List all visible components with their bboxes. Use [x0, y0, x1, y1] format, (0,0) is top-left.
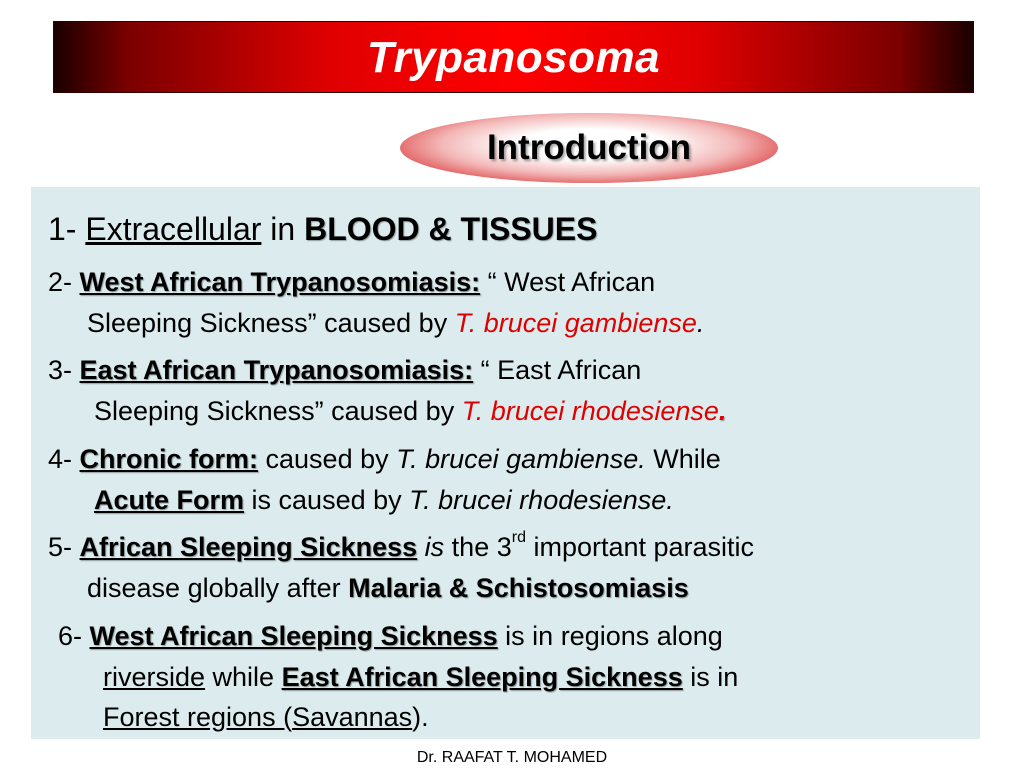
west-african-trypanosomiasis-heading: West African Trypanosomiasis: [79, 267, 481, 297]
species-name: T. brucei rhodesiense. [409, 485, 674, 515]
subtitle-text: Introduction [486, 128, 692, 167]
point-number: 5- [48, 532, 80, 562]
acute-form-heading: Acute Form [94, 485, 245, 515]
text: “ West African [480, 267, 656, 297]
east-african-sleeping-sickness-heading: East African Sleeping Sickness [281, 662, 683, 692]
point-6-line-1 [58, 621, 723, 652]
author-footer: Dr. RAAFAT T. MOHAMED [416, 749, 608, 766]
savannas-text: Savannas [292, 702, 413, 732]
text: is [424, 532, 445, 562]
point-2-line-2 [87, 308, 704, 339]
superscript: rd [511, 529, 526, 546]
text: in [261, 211, 305, 247]
point-number: 2- [48, 267, 80, 297]
chronic-form-heading: Chronic form: [79, 444, 259, 474]
point-5-line-2 [87, 573, 689, 604]
west-african-sleeping-sickness-heading: West African Sleeping Sickness [89, 621, 498, 651]
species-name: T. brucei rhodesiense [461, 396, 719, 426]
text: while [205, 662, 282, 692]
point-3-line-2 [94, 396, 726, 427]
text: While [645, 444, 721, 474]
title-bar [53, 21, 974, 93]
text: caused by [258, 444, 397, 474]
text: is in [682, 662, 739, 692]
african-sleeping-sickness-heading: African Sleeping Sickness [79, 532, 418, 562]
point-number: 3- [48, 355, 80, 385]
text: Sleeping Sickness” caused by [87, 308, 455, 338]
text: the 3 [444, 532, 512, 562]
text: ). [412, 702, 429, 732]
text: . [696, 308, 705, 338]
point-4-line-2 [94, 485, 674, 516]
species-name: T. brucei gambiense [454, 308, 697, 338]
blood-tissues-text: BLOOD & TISSUES [304, 211, 598, 247]
point-6-line-2 [103, 662, 738, 693]
species-name: T. brucei gambiense. [396, 444, 646, 474]
text: is in regions along [497, 621, 723, 651]
text: is caused by [244, 485, 410, 515]
point-1 [48, 211, 597, 248]
subtitle-badge [400, 113, 778, 183]
text: Sleeping Sickness” caused by [94, 396, 462, 426]
text: disease globally after [87, 573, 349, 603]
slide-title: Trypanosoma [366, 33, 661, 82]
point-6-line-3 [103, 702, 429, 733]
point-number: 1- [48, 211, 86, 247]
point-5-line-1 [48, 529, 755, 563]
forest-regions-text: Forest regions ( [103, 702, 293, 732]
text: “ East African [473, 355, 642, 385]
malaria-schistosomiasis-text: Malaria & Schistosomiasis [348, 573, 689, 603]
point-2-line-1 [48, 267, 655, 298]
text: . [718, 396, 727, 426]
text: important parasitic [525, 532, 755, 562]
point-number: 4- [48, 444, 80, 474]
east-african-trypanosomiasis-heading: East African Trypanosomiasis: [79, 355, 474, 385]
riverside-text: riverside [103, 662, 206, 692]
content-panel [31, 187, 980, 739]
extracellular-text: Extracellular [85, 211, 262, 247]
point-number: 6- [58, 621, 90, 651]
point-4-line-1 [48, 444, 721, 475]
point-3-line-1 [48, 355, 641, 386]
